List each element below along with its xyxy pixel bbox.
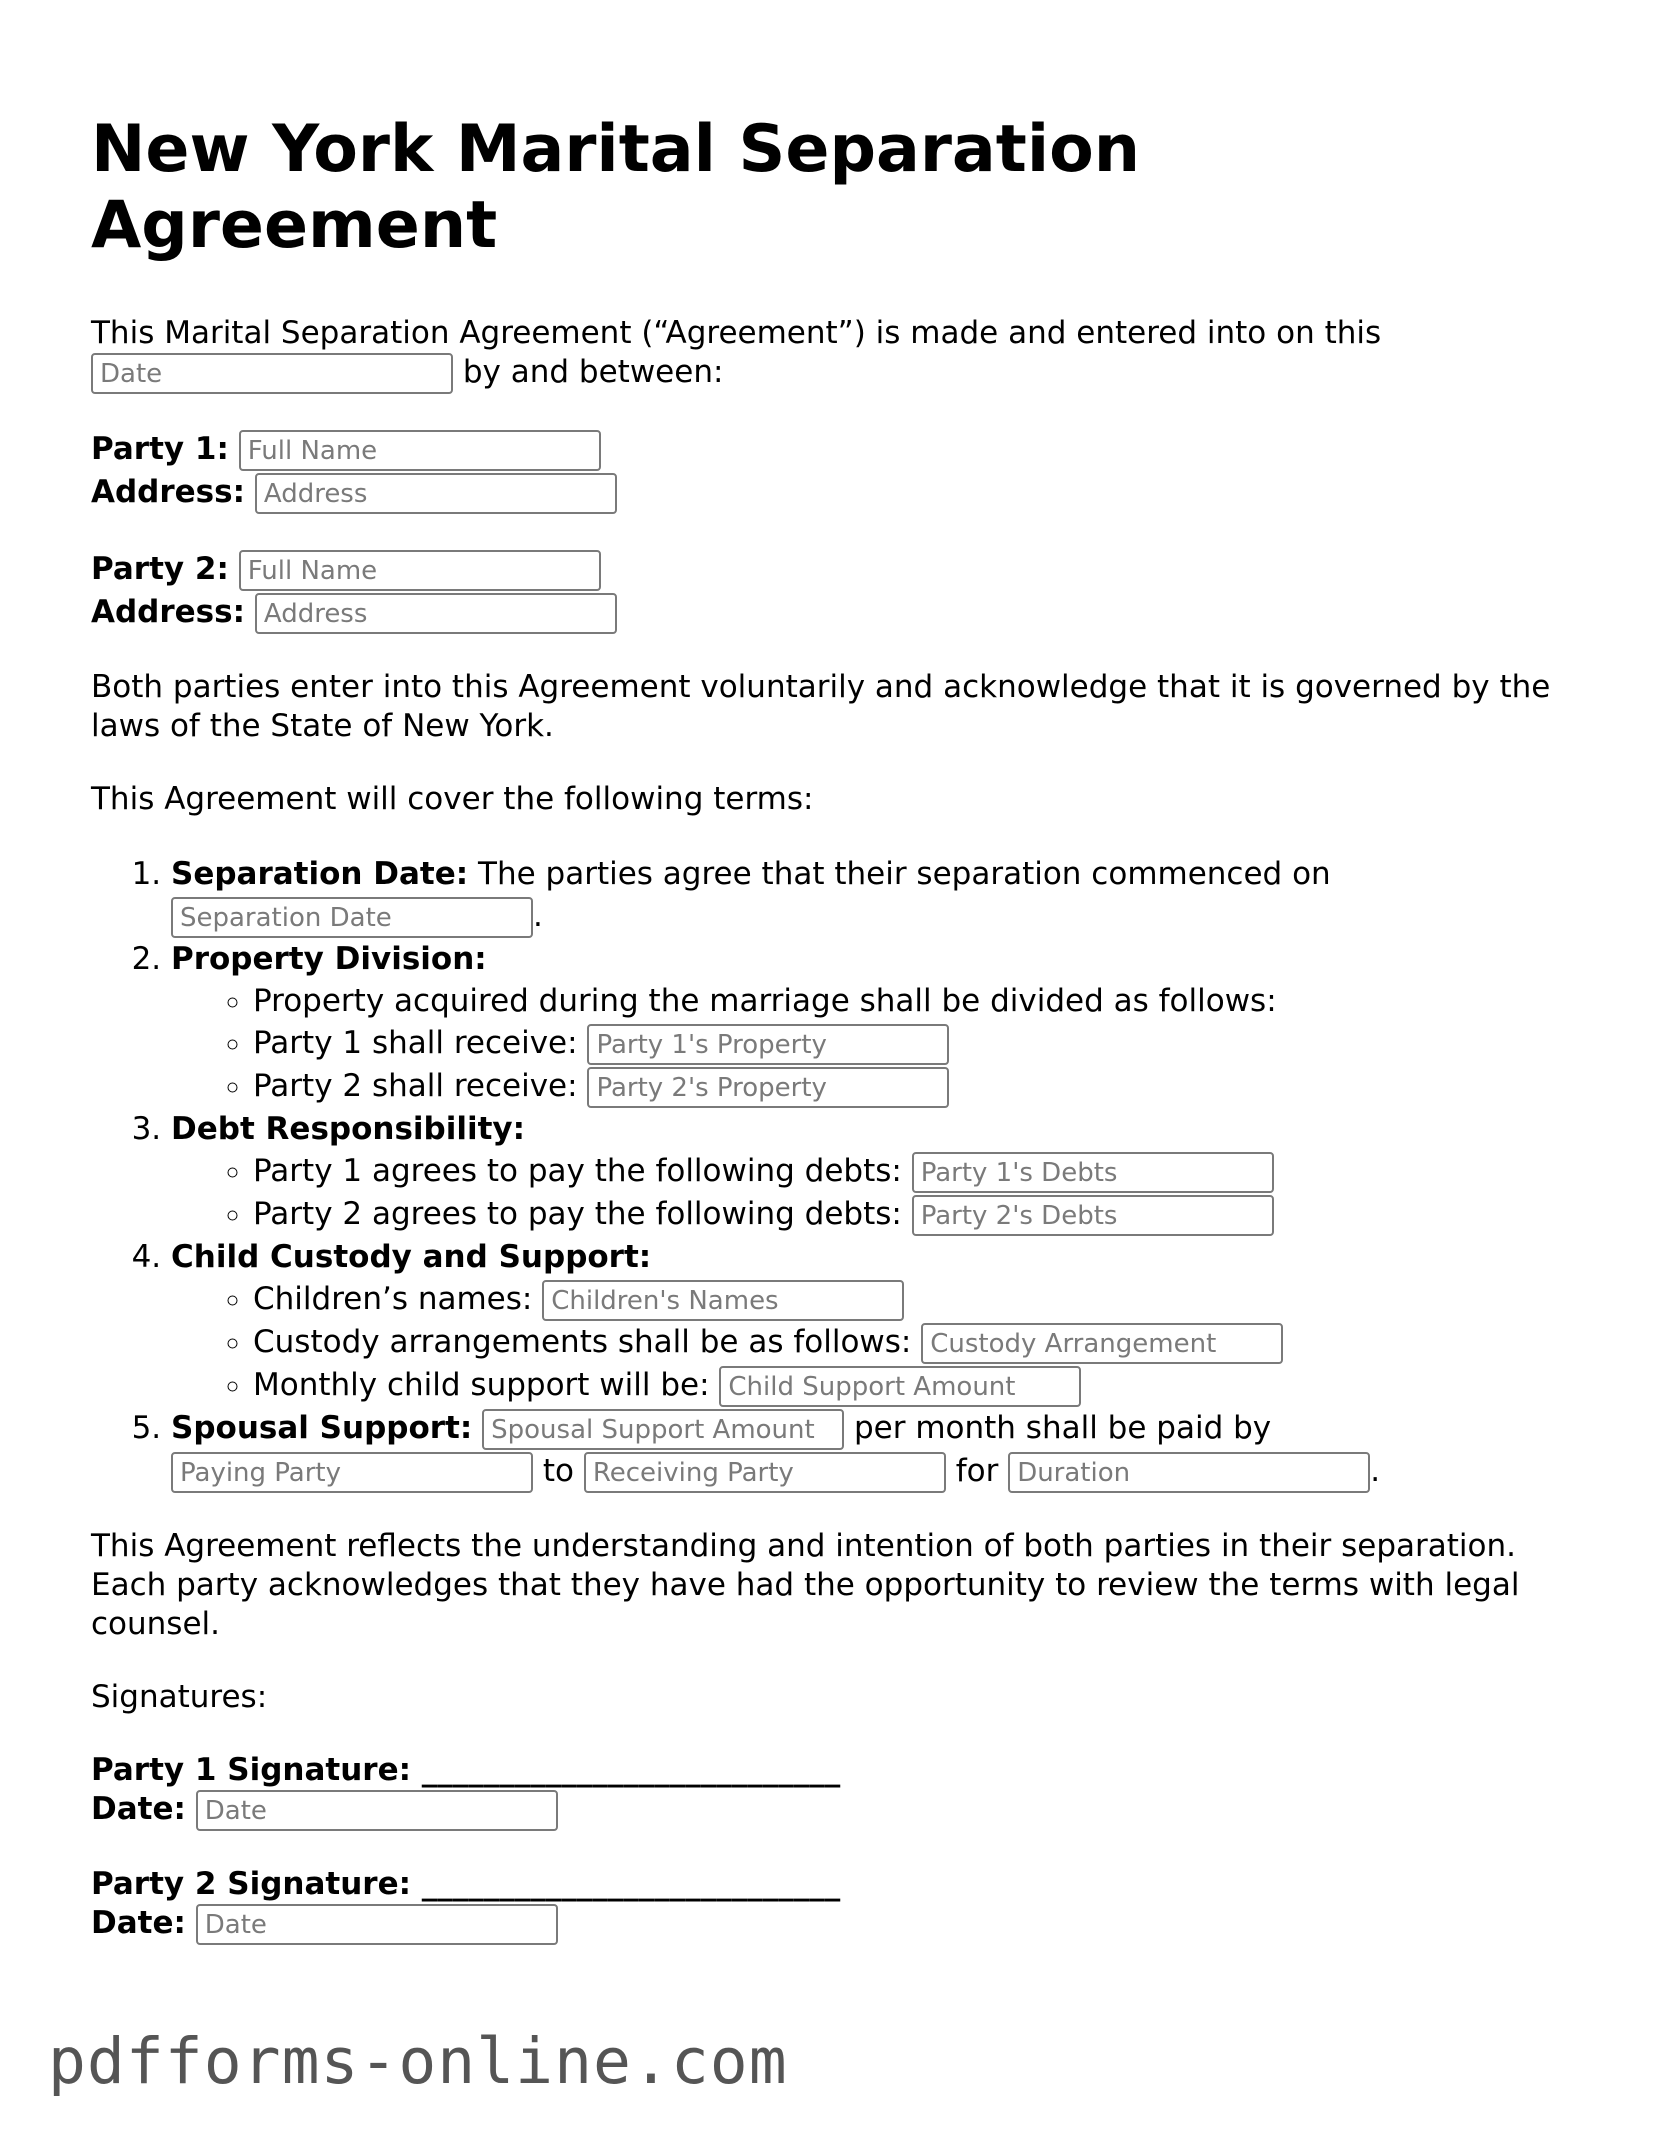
custody-arrangement-item	[253, 1321, 1571, 1364]
intro-suffix: by and between:	[462, 354, 724, 390]
party2-sig-date-input[interactable]	[196, 1904, 558, 1945]
party1-block	[91, 428, 1571, 514]
term-child-custody	[171, 1236, 1571, 1407]
party2-sig-date-label: Date:	[91, 1905, 186, 1941]
duration-input[interactable]	[1008, 1452, 1370, 1493]
spousal-end: .	[1370, 1453, 1381, 1489]
party2-property-input[interactable]	[587, 1067, 949, 1108]
footer-watermark: pdfforms-online.com	[48, 2025, 788, 2098]
property-party1-item	[253, 1022, 1571, 1065]
party2-signature-line: Party 2 Signature: ___________________________	[91, 1866, 841, 1902]
party1-property-input[interactable]	[587, 1024, 949, 1065]
party2-name-input[interactable]	[239, 550, 601, 591]
spousal-heading: Spousal Support:	[171, 1410, 473, 1446]
page-title: New York Marital Separation Agreement	[91, 112, 1141, 263]
children-names-input[interactable]	[542, 1280, 904, 1321]
party1-debts-input[interactable]	[912, 1152, 1274, 1193]
separation-heading: Separation Date:	[171, 856, 469, 892]
property-line1: ◦ Property acquired during the marriage shall be divided as follows:	[253, 980, 1571, 1022]
party1-name-input[interactable]	[239, 430, 601, 471]
child-support-input[interactable]	[719, 1366, 1081, 1407]
child-support-item	[253, 1364, 1571, 1407]
intro-paragraph	[91, 314, 1571, 394]
property-party1-label: Party 1 shall receive:	[253, 1025, 578, 1061]
closing-paragraph: This Agreement reflects the understanding and intention of both parties in their separation. Each party acknowledges that they have had the opportunity to review the terms with legal counsel.	[91, 1528, 1520, 1642]
debt-sublist	[171, 1150, 1571, 1236]
document-page	[91, 112, 1571, 1979]
party2-address-input[interactable]	[255, 593, 617, 634]
party1-signature-block	[91, 1751, 1571, 1831]
debt-party1-label: Party 1 agrees to pay the following debts:	[253, 1153, 902, 1189]
child-support-label: Monthly child support will be:	[253, 1367, 710, 1403]
paying-party-input[interactable]	[171, 1452, 533, 1493]
party1-sig-date-input[interactable]	[196, 1790, 558, 1831]
property-sublist	[171, 980, 1571, 1108]
debt-heading: Debt Responsibility:	[171, 1111, 526, 1147]
custody-sublist	[171, 1278, 1571, 1407]
spousal-amount-input[interactable]	[482, 1409, 844, 1450]
term-separation-date	[171, 853, 1571, 938]
signatures-label: Signatures:	[91, 1679, 268, 1715]
custody-arrangement-input[interactable]	[921, 1323, 1283, 1364]
separation-date-input[interactable]	[171, 897, 533, 938]
party1-sig-date-label: Date:	[91, 1791, 186, 1827]
party2-signature-block	[91, 1865, 1571, 1945]
custody-heading: Child Custody and Support:	[171, 1239, 652, 1275]
children-names-label: Children’s names:	[253, 1281, 533, 1317]
term-property-division	[171, 938, 1571, 1108]
spousal-for: for	[955, 1453, 999, 1489]
party1-address-input[interactable]	[255, 473, 617, 514]
separation-end: .	[533, 898, 543, 934]
party2-block	[91, 548, 1571, 634]
receiving-party-input[interactable]	[584, 1452, 946, 1493]
term-spousal-support	[171, 1407, 1571, 1493]
property-heading: Property Division:	[171, 941, 487, 977]
party1-address-label: Address:	[91, 474, 245, 510]
intro-text: This Marital Separation Agreement (“Agreement”) is made and entered into on this	[91, 315, 1382, 351]
agreement-date-input[interactable]	[91, 353, 453, 394]
party2-address-label: Address:	[91, 594, 245, 630]
party2-label: Party 2:	[91, 551, 229, 587]
debt-party1-item	[253, 1150, 1571, 1193]
spousal-text: per month shall be paid by	[853, 1410, 1272, 1446]
debt-party2-label: Party 2 agrees to pay the following debts:	[253, 1196, 902, 1232]
property-party2-item	[253, 1065, 1571, 1108]
party1-label: Party 1:	[91, 431, 229, 467]
governing-law-paragraph: Both parties enter into this Agreement voluntarily and acknowledge that it is governed by the laws of the State of New York.	[91, 669, 1551, 744]
party2-debts-input[interactable]	[912, 1195, 1274, 1236]
terms-list	[91, 853, 1571, 1493]
party1-signature-line: Party 1 Signature: ___________________________	[91, 1752, 841, 1788]
term-debt-responsibility	[171, 1108, 1571, 1236]
custody-arrangement-label: Custody arrangements shall be as follows:	[253, 1324, 912, 1360]
children-names-item	[253, 1278, 1571, 1321]
debt-party2-item	[253, 1193, 1571, 1236]
separation-text: The parties agree that their separation commenced on	[478, 856, 1331, 892]
property-party2-label: Party 2 shall receive:	[253, 1068, 578, 1104]
terms-intro: This Agreement will cover the following terms:	[91, 781, 814, 817]
spousal-to: to	[542, 1453, 574, 1489]
